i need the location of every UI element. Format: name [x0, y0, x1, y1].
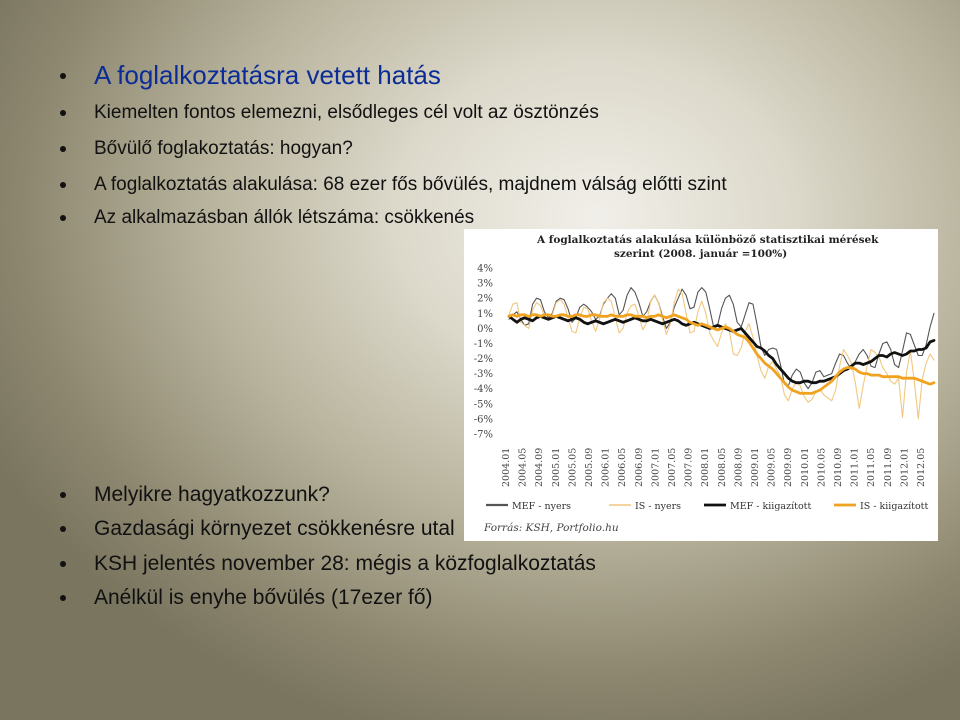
y-tick-label: -7% — [473, 429, 493, 441]
bullet-dot — [60, 595, 66, 601]
bullet-dot — [60, 215, 66, 221]
x-tick-label: 2006.05 — [617, 447, 629, 487]
x-tick-label: 2005.05 — [567, 447, 579, 487]
bullet-text: Kiemelten fontos elemezni, elsődleges cél volt az ösztönzés — [94, 102, 599, 123]
legend-label: MEF - kiigazított — [730, 501, 812, 512]
bullet-dot — [60, 110, 66, 116]
y-tick-label: -3% — [473, 369, 493, 381]
bullet-dot — [60, 492, 66, 498]
bullet-dot — [60, 73, 66, 79]
x-tick-label: 2011.05 — [866, 447, 878, 487]
y-tick-label: -5% — [473, 399, 493, 411]
x-tick-label: 2007.09 — [683, 447, 695, 487]
x-tick-label: 2010.01 — [799, 447, 811, 487]
x-tick-label: 2010.05 — [816, 447, 828, 487]
series-line-2 — [509, 316, 934, 382]
chart-legend — [486, 501, 928, 512]
y-tick-label: -6% — [473, 414, 493, 426]
series-lines — [509, 288, 934, 419]
chart-title-line2: szerint (2008. január =100%) — [614, 248, 788, 260]
slide-title: A foglalkoztatásra vetett hatás — [94, 60, 441, 90]
x-tick-label: 2008.09 — [733, 447, 745, 487]
x-axis-ticks — [501, 448, 927, 487]
bullet-dot — [60, 561, 66, 567]
x-tick-label: 2008.05 — [716, 447, 728, 487]
x-tick-label: 2008.01 — [700, 447, 712, 487]
x-tick-label: 2009.09 — [783, 447, 795, 487]
x-tick-label: 2004.05 — [517, 447, 529, 487]
bullet-text: KSH jelentés november 28: mégis a közfoglalkoztatás — [94, 552, 596, 575]
x-tick-label: 2011.09 — [882, 447, 894, 487]
bullet-text: A foglalkoztatás alakulása: 68 ezer fős bővülés, majdnem válság előtti szint — [94, 174, 727, 195]
bullet-text: Gazdasági környezet csökkenésre utal — [94, 517, 455, 540]
y-tick-label: 1% — [477, 308, 493, 320]
y-tick-label: -4% — [473, 384, 493, 396]
bullet-text: Az alkalmazásban állók létszáma: csökkenés — [94, 207, 475, 228]
x-tick-label: 2006.09 — [633, 447, 645, 487]
y-tick-label: -1% — [473, 338, 493, 350]
bullet-dot — [60, 526, 66, 532]
x-tick-label: 2012.05 — [916, 447, 927, 487]
chart-title-line1: A foglalkoztatás alakulása különböző statisztikai mérések — [537, 234, 879, 246]
bullet-dot — [60, 146, 66, 152]
y-tick-label: 0% — [477, 323, 493, 335]
x-tick-label: 2006.01 — [600, 447, 612, 487]
x-tick-label: 2009.01 — [750, 447, 761, 487]
bullet-text: Melyikre hagyatkozzunk? — [94, 483, 330, 506]
y-tick-label: 3% — [477, 278, 493, 290]
x-tick-label: 2005.09 — [584, 447, 595, 487]
bullet-dot — [60, 182, 66, 188]
employment-chart — [464, 229, 938, 541]
chart-svg — [464, 229, 938, 541]
legend-label: IS - kiigazított — [860, 501, 929, 512]
x-tick-label: 2004.09 — [534, 447, 546, 487]
y-axis-ticks — [474, 264, 493, 441]
x-tick-label: 2007.01 — [650, 447, 662, 487]
legend-label: MEF - nyers — [512, 501, 572, 512]
x-tick-label: 2010.09 — [833, 447, 844, 487]
y-tick-label: -2% — [473, 354, 493, 366]
bullet-text: Anélkül is enyhe bővülés (17ezer fő) — [94, 586, 433, 609]
x-tick-label: 2012.01 — [899, 447, 911, 487]
x-tick-label: 2004.01 — [501, 447, 512, 487]
y-tick-label: 2% — [477, 293, 493, 305]
x-tick-label: 2007.05 — [667, 447, 678, 487]
legend-label: IS - nyers — [635, 501, 682, 512]
x-tick-label: 2011.01 — [849, 447, 861, 487]
chart-source: Forrás: KSH, Portfolio.hu — [484, 522, 619, 534]
y-tick-label: 4% — [477, 263, 493, 275]
x-tick-label: 2009.05 — [766, 447, 778, 487]
x-tick-label: 2005.01 — [550, 447, 562, 487]
bullet-text: Bővülő foglakoztatás: hogyan? — [94, 138, 353, 159]
